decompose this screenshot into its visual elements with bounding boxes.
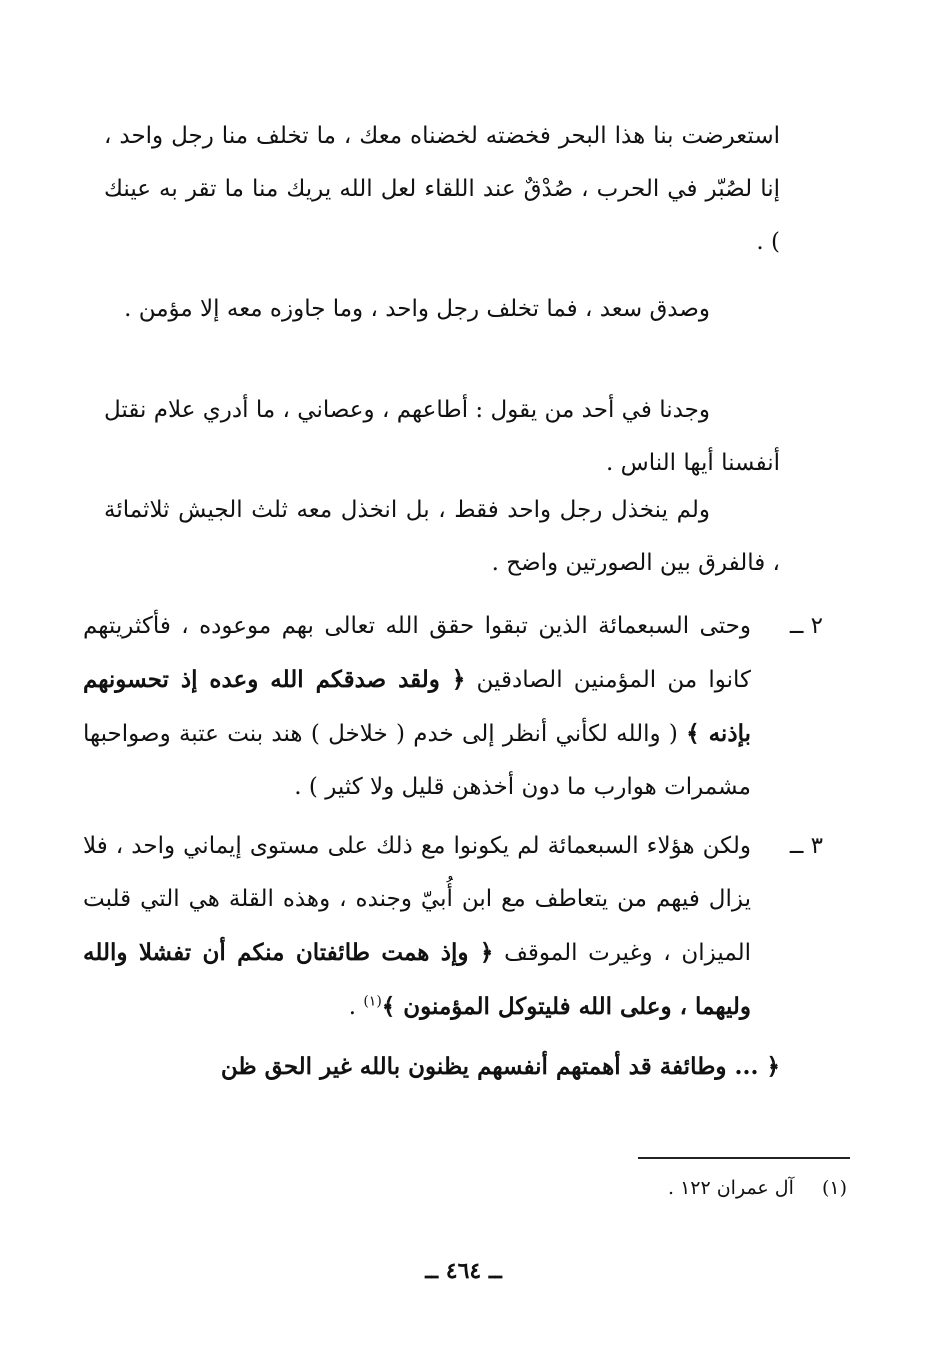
item-2-text-a: وحتى السبعمائة الذين تبقوا حقق الله تعالى بهم موعوده ، فأكثريتهم كانوا من المؤمنين الصادقين [83,613,751,693]
footnote-reference[interactable]: (١) [363,993,382,1010]
footnote-marker: (١) [821,1177,847,1199]
footnote-separator [638,1157,850,1159]
paragraph-2: وصدق سعد ، فما تخلف رجل واحد ، وما جاوزه معه إلا مؤمن . [124,296,710,322]
paragraph-1: استعرضت بنا هذا البحر فخضته لخضناه معك ، ما تخلف منا رجل واحد ، إنا لصُبّر في الحرب ، صُدْقٌ عند اللقاء لعل الله يريك منا ما تقر به عينك ) . [104,123,780,255]
item-number-3: ٣ ــ [789,833,823,859]
footnote [668,1172,847,1204]
item-2-quran-quote: ﴿ ولقد صدقكم الله وعده إذ تحسونهم بإذنه ﴾ [83,666,751,747]
item-number-2: ٢ ــ [789,613,823,639]
paragraph-3: وجدنا في أحد من يقول : أطاعهم ، وعصاني ، ما أدري علام نقتل أنفسنا أيها الناس . [104,397,780,476]
item-3-text-b: . [348,994,364,1020]
item-3-text-a: ولكن هؤلاء السبعمائة لم يكونوا مع ذلك على مستوى إيماني واحد ، فلا يزال فيهم من يتعاطف مع ابن أُبيّ وجنده ، وهذه القلة هي التي قلبت الميزان ، وغيرت الموقف [83,833,752,966]
paragraph-4: ولم ينخذل رجل واحد فقط ، بل انخذل معه ثلث الجيش ثلاثمائة ، فالفرق بين الصورتين واضح . [104,497,780,576]
footnote-text: آل عمران ١٢٢ . [667,1177,794,1199]
item-3-body [83,820,751,1034]
item-2-text-b: ( والله لكأني أنظر إلى خدم ( خلاخل ) هند بنت عتبة وصواحبها مشمرات هوارب ما دون أخذهن قليل ولا كثير ) . [83,721,751,800]
paragraph-5-quran-quote: ﴿ ... وطائفة قد أهمتهم أنفسهم يظنون بالله غير الحق ظن [220,1053,780,1080]
item-3-quran-quote: ﴿ وإذ همت طائفتان منكم أن تفشلا والله وليهما ، وعلى الله فليتوكل المؤمنون ﴾ [83,939,751,1020]
item-2-body [83,600,751,814]
page-number: ــ ٤٦٤ ــ [425,1258,502,1284]
